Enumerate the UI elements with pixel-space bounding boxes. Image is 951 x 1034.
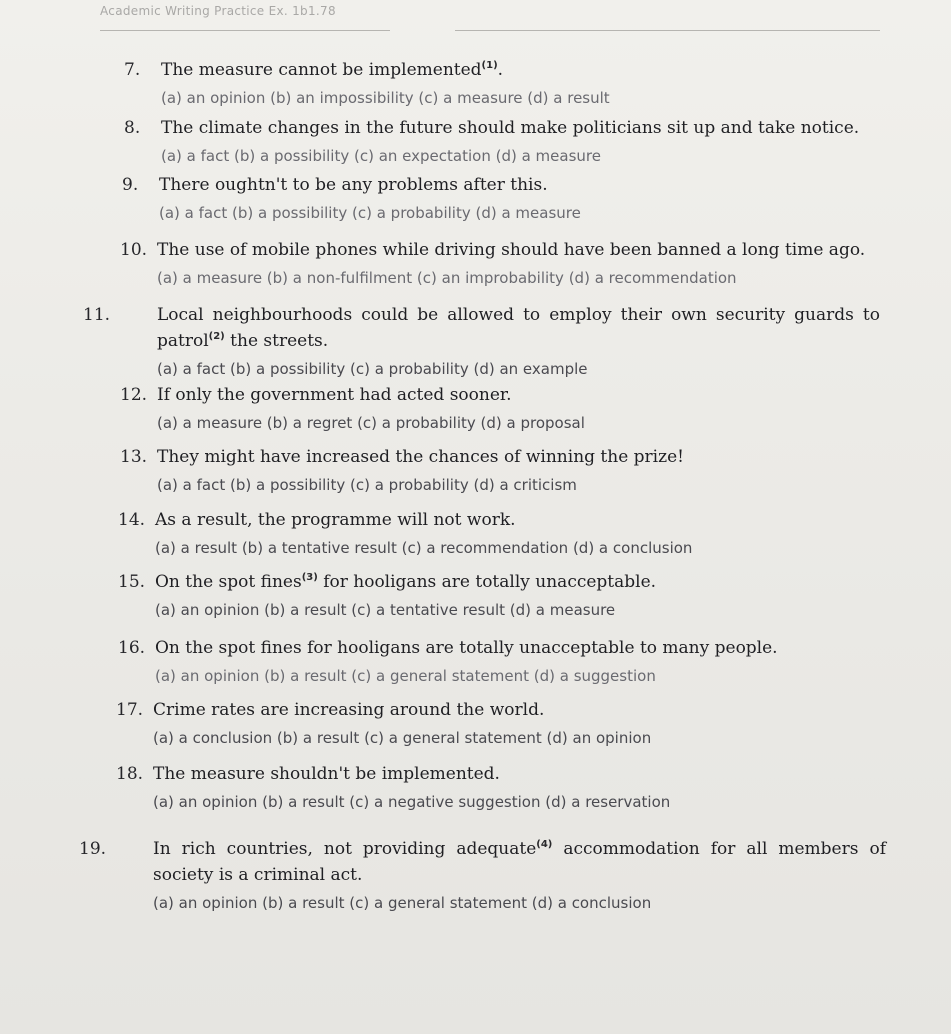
question-number: 17. [116,700,144,720]
stem-text: If only the government had acted sooner. [157,385,512,405]
stem-text: They might have increased the chances of winning the prize! [157,447,684,467]
question-9 [122,173,902,224]
answer-options: (a) a fact (b) a possibility (c) a probability (d) an example [157,360,588,378]
question-8 [124,116,904,167]
footnote-marker: (3) [301,572,318,583]
question-14 [118,508,898,559]
footnote-marker: (1) [481,60,498,71]
question-stem [116,698,896,723]
question-stem [122,173,902,198]
question-15 [118,570,898,621]
question-stem [118,508,898,533]
answer-options: (a) an opinion (b) a result (c) a general statement (d) a conclusion [153,894,652,912]
footnote-marker: (4) [536,839,553,850]
question-stem [116,762,896,787]
question-number: 14. [118,510,146,530]
answer-options: (a) an opinion (b) a result (c) a negative suggestion (d) a reservation [153,793,671,811]
stem-text: Crime rates are increasing around the world. [153,700,545,720]
question-10 [120,238,900,289]
stem-text: As a result, the programme will not work. [155,510,516,530]
stem-text: Local neighbourhoods could be allowed to employ their own security guards to patrol [157,305,880,351]
question-number: 10. [120,240,148,260]
question-stem [120,383,900,408]
question-stem [118,570,898,595]
question-stem [124,116,904,141]
stem-text: On the spot fines [155,572,302,592]
question-number: 19. [79,839,107,859]
stem-text: The use of mobile phones while driving should have been banned a long time ago. [157,240,866,260]
stem-text: There oughtn't to be any problems after this. [159,175,548,195]
question-number: 18. [116,764,144,784]
answer-options: (a) a fact (b) a possibility (c) a probability (d) a criticism [157,476,577,494]
question-17 [116,698,896,749]
question-13 [120,445,900,496]
answer-options: (a) a fact (b) a possibility (c) a probability (d) a measure [159,204,581,222]
stem-text-after: the streets. [224,331,329,351]
question-number: 8. [124,118,141,138]
question-7 [124,58,904,109]
question-number: 13. [120,447,148,467]
stem-text: The measure cannot be implemented [161,60,482,80]
answer-options: (a) a measure (b) a non-fulfilment (c) an improbability (d) a recommendation [157,269,737,287]
question-number: 9. [122,175,139,195]
question-stem [118,636,898,661]
answer-options: (a) an opinion (b) a result (c) a tentative result (d) a measure [155,601,616,619]
header-rule-left [100,30,390,31]
question-number: 12. [120,385,148,405]
page-header: Academic Writing Practice Ex. 1b1.78 [100,4,336,18]
question-number: 15. [118,572,146,592]
stem-text-after: for hooligans are totally unacceptable. [317,572,657,592]
answer-options: (a) an opinion (b) a result (c) a general statement (d) a suggestion [155,667,656,685]
question-number: 7. [124,60,141,80]
stem-text: On the spot fines for hooligans are totally unacceptable to many people. [155,638,778,658]
footnote-marker: (2) [208,331,225,342]
question-number: 11. [83,305,111,325]
question-18 [116,762,896,813]
answer-options: (a) a conclusion (b) a result (c) a general statement (d) an opinion [153,729,652,747]
stem-text-after: . [497,60,504,80]
question-16 [118,636,898,687]
question-stem [83,302,880,354]
question-stem [79,836,886,888]
header-rule-right [455,30,880,31]
stem-text: In rich countries, not providing adequate [153,839,537,859]
answer-options: (a) a result (b) a tentative result (c) a recommendation (d) a conclusion [155,539,693,557]
question-stem [120,445,900,470]
question-stem [120,238,900,263]
stem-text-after: accommodation for all members of society is a criminal act. [153,839,886,885]
question-number: 16. [118,638,146,658]
answer-options: (a) an opinion (b) an impossibility (c) a measure (d) a result [161,89,610,107]
answer-options: (a) a fact (b) a possibility (c) an expectation (d) a measure [161,147,601,165]
question-11 [83,302,880,380]
answer-options: (a) a measure (b) a regret (c) a probability (d) a proposal [157,414,585,432]
question-19 [79,836,886,914]
question-stem [124,58,904,83]
stem-text: The climate changes in the future should make politicians sit up and take notice. [161,118,860,138]
question-12 [120,383,900,434]
stem-text: The measure shouldn't be implemented. [153,764,500,784]
